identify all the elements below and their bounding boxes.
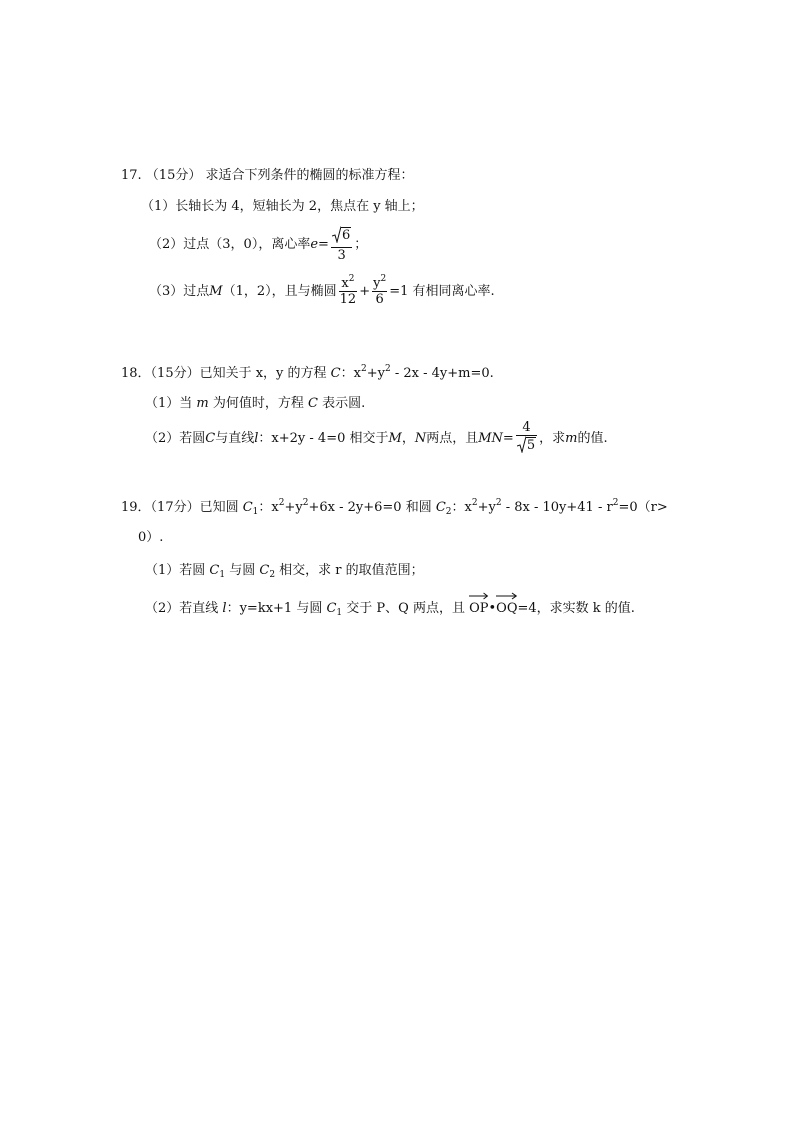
q17-heading: 17. （15分） 求适合下列条件的椭圆的标准方程：	[121, 168, 414, 183]
q17-part1: （1）长轴长为 4，短轴长为 2，焦点在 y 轴上；	[141, 199, 424, 214]
vector-arrow-icon	[496, 592, 517, 600]
q18-heading: 18．（15分）已知关于 x，y 的方程 C：$x^2+y^2 - 2x - 4y+m=0$.	[121, 364, 494, 381]
sqrt-5: 5	[517, 436, 536, 453]
ellipse-fraction-y: $\frac{y^2}{6}$	[373, 274, 387, 307]
vector-oq: OQ	[496, 598, 517, 615]
q18-part1: （1）当 m 为何值时，方程 C 表示圆.	[145, 396, 366, 411]
q19-heading: 19．（17分）已知圆 $C_1$：$x^2+y^2+6x - 2y+6=0$ 和圆 $C_2$：$x^2+y^2 - 8x - 10y+41 - r^2=0(r>$	[121, 498, 668, 517]
vector-arrow-icon	[469, 592, 488, 600]
q17-part2: （2）过点（3，0），离心率 e = $\frac{6}{3}$ ；	[149, 228, 368, 263]
q17-part3: （3）过点 M （1，2），且与椭圆 $\frac{x^2}{12}$ + $\frac{y^2}{6}$ =1 有相同离心率.	[149, 274, 495, 307]
eccentricity-fraction: $\frac{6}{3}$	[331, 226, 352, 263]
q19-part1: （1）若圆 $C_1$ 与圆 $C_2$ 相交，求 r 的取值范围；	[145, 563, 424, 580]
q18-part2: （2）若圆 C 与直线 l ：x+2y - 4=0 相交于 M ， N 两点，且 MN = $\frac{4}{5}$ ，求 m 的值.	[145, 420, 608, 457]
ellipse-fraction-x: $\frac{x^2}{12}$	[339, 274, 357, 307]
mn-fraction: $\frac{4}{5}$	[516, 420, 537, 457]
q19-part2: （2）若直线 l：y=kx+1 与圆 $C_1$ 交于 P、Q 两点，且 OP• OQ=4，求实数 k 的值.	[145, 598, 635, 615]
sqrt-6: 6	[332, 226, 351, 243]
q19-heading-continued: 0）.	[138, 530, 164, 545]
vector-op: OP	[469, 598, 488, 615]
